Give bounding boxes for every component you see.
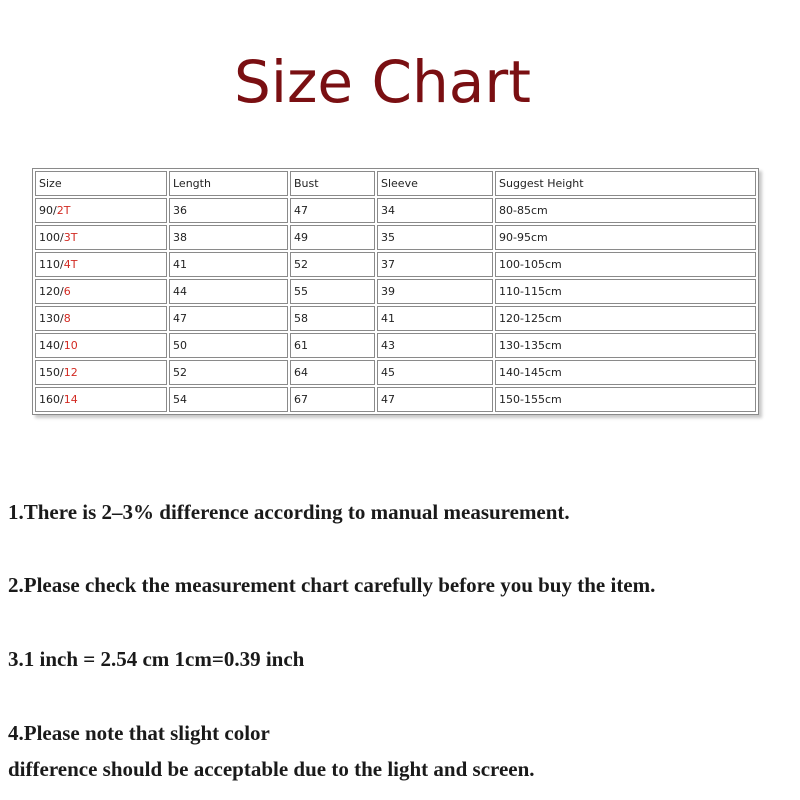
header-suggest-height: Suggest Height [495, 171, 756, 196]
height-cell: 100-105cm [495, 252, 756, 277]
length-cell: 36 [169, 198, 288, 223]
size-age: 10 [63, 339, 78, 352]
bust-cell: 61 [290, 333, 375, 358]
size-cell [35, 225, 167, 250]
note-4-line-1: 4.Please note that slight color [8, 721, 270, 745]
table-row [35, 198, 756, 223]
table-row [35, 387, 756, 412]
height-cell: 130-135cm [495, 333, 756, 358]
height-cell: 110-115cm [495, 279, 756, 304]
size-cell [35, 306, 167, 331]
bust-cell: 52 [290, 252, 375, 277]
header-length: Length [169, 171, 288, 196]
sleeve-cell: 34 [377, 198, 493, 223]
size-cell [35, 279, 167, 304]
length-cell: 38 [169, 225, 288, 250]
size-cell [35, 387, 167, 412]
length-cell: 54 [169, 387, 288, 412]
note-2: 2.Please check the measurement chart carefully before you buy the item. [8, 573, 656, 597]
sleeve-cell: 43 [377, 333, 493, 358]
table-header-row [35, 171, 756, 196]
table-row [35, 306, 756, 331]
bust-cell: 58 [290, 306, 375, 331]
sleeve-cell: 35 [377, 225, 493, 250]
table-row [35, 279, 756, 304]
size-age: 2T [56, 204, 71, 217]
height-cell: 80-85cm [495, 198, 756, 223]
table-row [35, 225, 756, 250]
size-age: 12 [63, 366, 78, 379]
size-age: 6 [63, 285, 71, 298]
size-cm: 150/ [39, 366, 64, 379]
height-cell: 150-155cm [495, 387, 756, 412]
size-cm: 90/ [39, 204, 57, 217]
size-cell [35, 333, 167, 358]
note-1: 1.There is 2–3% difference according to manual measurement. [8, 500, 570, 524]
note-3: 3.1 inch = 2.54 cm 1cm=0.39 inch [8, 647, 305, 671]
sleeve-cell: 37 [377, 252, 493, 277]
note-4-line-2: difference should be acceptable due to the light and screen. [8, 757, 535, 781]
height-cell: 140-145cm [495, 360, 756, 385]
length-cell: 52 [169, 360, 288, 385]
size-cm: 120/ [39, 285, 64, 298]
header-sleeve: Sleeve [377, 171, 493, 196]
size-cm: 110/ [39, 258, 64, 271]
size-cell [35, 198, 167, 223]
size-cm: 160/ [39, 393, 64, 406]
height-cell: 90-95cm [495, 225, 756, 250]
bust-cell: 47 [290, 198, 375, 223]
sleeve-cell: 47 [377, 387, 493, 412]
height-cell: 120-125cm [495, 306, 756, 331]
bust-cell: 64 [290, 360, 375, 385]
size-cell [35, 360, 167, 385]
header-bust: Bust [290, 171, 375, 196]
size-cm: 100/ [39, 231, 64, 244]
size-age: 4T [63, 258, 78, 271]
length-cell: 41 [169, 252, 288, 277]
size-cell [35, 252, 167, 277]
table-row [35, 252, 756, 277]
size-age: 8 [63, 312, 71, 325]
table-row [35, 333, 756, 358]
sleeve-cell: 41 [377, 306, 493, 331]
header-size: Size [35, 171, 167, 196]
bust-cell: 49 [290, 225, 375, 250]
size-age: 3T [63, 231, 78, 244]
size-table [32, 168, 759, 415]
page-title: Size Chart [234, 48, 531, 116]
length-cell: 50 [169, 333, 288, 358]
size-age: 14 [63, 393, 78, 406]
bust-cell: 67 [290, 387, 375, 412]
length-cell: 47 [169, 306, 288, 331]
size-cm: 140/ [39, 339, 64, 352]
length-cell: 44 [169, 279, 288, 304]
sleeve-cell: 39 [377, 279, 493, 304]
bust-cell: 55 [290, 279, 375, 304]
table-row [35, 360, 756, 385]
sleeve-cell: 45 [377, 360, 493, 385]
size-cm: 130/ [39, 312, 64, 325]
